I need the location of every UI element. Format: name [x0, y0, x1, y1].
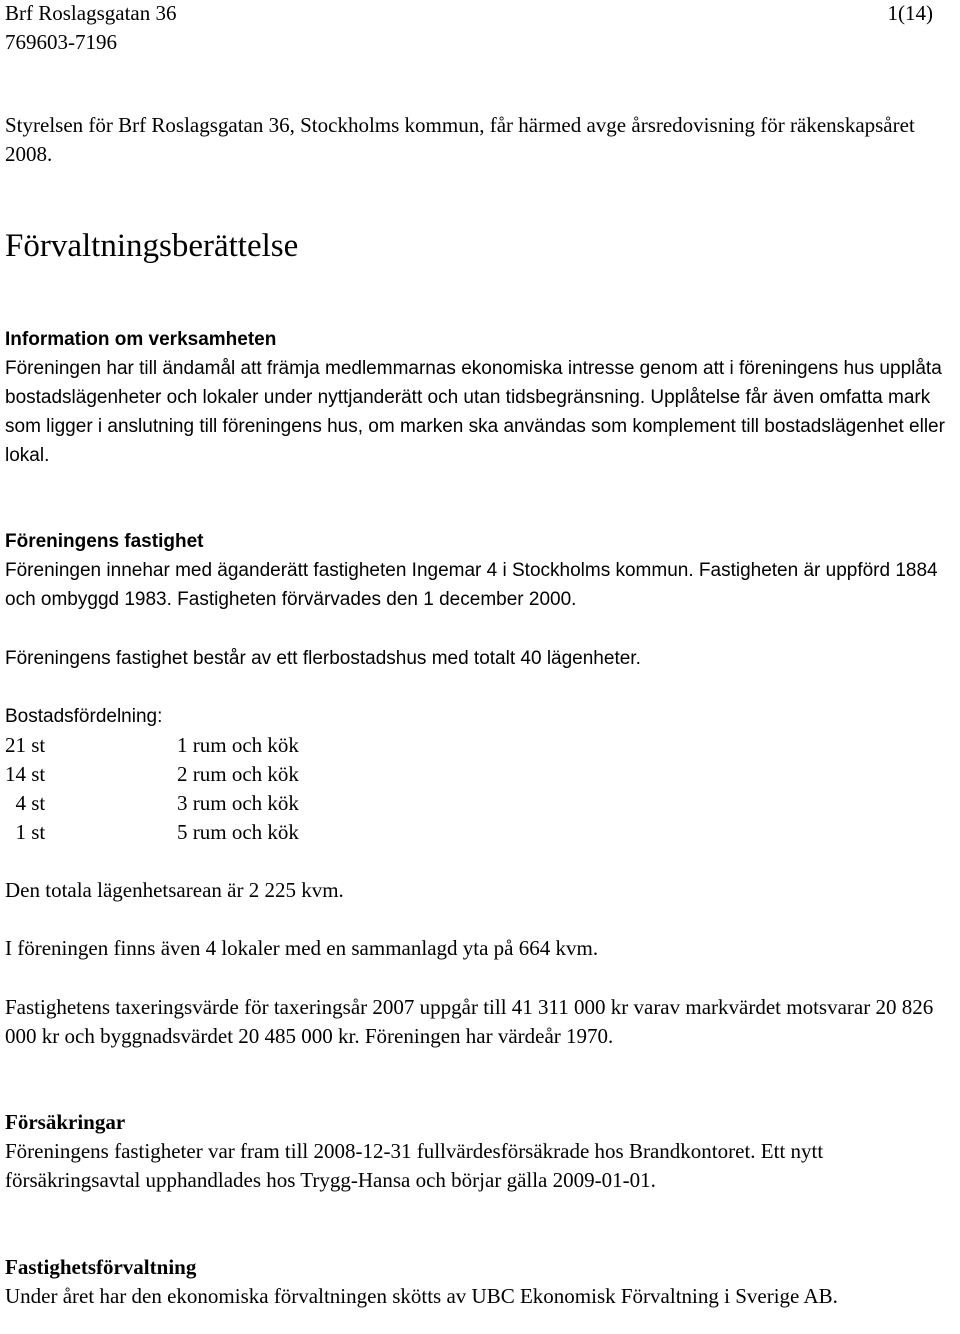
- bostad-table: [5, 731, 955, 847]
- section-heading-forvaltning: Fastighetsförvaltning: [5, 1255, 197, 1279]
- lokaler-text: I föreningen finns även 4 lokaler med en sammanlagd yta på 664 kvm.: [5, 936, 599, 960]
- bostad-type: 3 rum och kök: [177, 791, 299, 815]
- page-title: Förvaltningsberättelse: [5, 228, 299, 264]
- section-forsakringar: [5, 1108, 955, 1195]
- bostad-type: 2 rum och kök: [177, 762, 299, 786]
- section-heading-forsakringar: Försäkringar: [5, 1110, 126, 1134]
- org-name: Brf Roslagsgatan 36: [5, 1, 177, 25]
- page-header: [5, 0, 955, 58]
- taxering-text: Fastighetens taxeringsvärde för taxeringsår 2007 uppgår till 41 311 000 kr varav markvärdet motsvarar 20 826 000 kr och byggnadsvärdet 20 485 000 kr. Föreningen har värdeår 1970.: [5, 995, 934, 1048]
- section-heading-fastighet: Föreningens fastighet: [5, 531, 204, 552]
- intro-paragraph: Styrelsen för Brf Roslagsgatan 36, Stockholms kommun, får härmed avge årsredovisning för räkenskapsåret 2008.: [5, 113, 915, 166]
- bostad-row: [5, 789, 955, 818]
- header-org-info: [5, 0, 176, 57]
- bostad-count: 1 st: [5, 820, 46, 844]
- verksamhet-body-part2: Upplåtelse får även omfatta mark som ligger i anslutning till föreningens hus, om marken ska användas som komplement till bostadslägenhet eller lokal.: [5, 387, 945, 466]
- verksamhet-body-part1: Föreningen har till ändamål att främja medlemmarnas ekonomiska intresse genom att i föreningens hus upplåta bostadslägenheter och lokaler under nyttjanderätt och utan tidsbegränsning.: [5, 358, 942, 408]
- fastighet-para1: Föreningen innehar med äganderätt fastigheten Ingemar 4 i Stockholms kommun. Fastigheten är uppförd 1884 och ombyggd 1983. Fastigheten förvärvades den 1 december 2000.: [5, 560, 938, 610]
- forsakringar-body: Föreningens fastigheter var fram till 2008-12-31 fullvärdesförsäkrade hos Brandkontoret. Ett nytt försäkringsavtal upphandlades hos Trygg-Hansa och börjar gälla 2009-01-01.: [5, 1139, 824, 1192]
- section-verksamhet: [5, 325, 955, 470]
- bostad-row: [5, 731, 955, 760]
- bostad-type: 1 rum och kök: [177, 733, 299, 757]
- area-text: Den totala lägenhetsarean är 2 225 kvm.: [5, 878, 344, 902]
- bostad-count: 14 st: [5, 762, 46, 786]
- section-fastighet: [5, 527, 955, 614]
- bostad-type: 5 rum och kök: [177, 820, 299, 844]
- bostad-label: Bostadsfördelning:: [5, 706, 163, 727]
- bostad-row: [5, 760, 955, 789]
- bostad-count: 21 st: [5, 733, 46, 757]
- bostadsfordelning: [5, 702, 955, 847]
- fastighet-para2: Föreningens fastighet består av ett flerbostadshus med totalt 40 lägenheter.: [5, 648, 641, 669]
- section-forvaltning: [5, 1253, 955, 1311]
- org-number: 769603-7196: [5, 30, 117, 54]
- forvaltning-body: Under året har den ekonomiska förvaltningen skötts av UBC Ekonomisk Förvaltning i Sverige AB.: [5, 1284, 838, 1308]
- page-number: 1(14): [887, 1, 933, 25]
- bostad-row: [5, 818, 955, 847]
- bostad-count: 4 st: [5, 791, 46, 815]
- section-heading-verksamhet: Information om verksamheten: [5, 329, 277, 350]
